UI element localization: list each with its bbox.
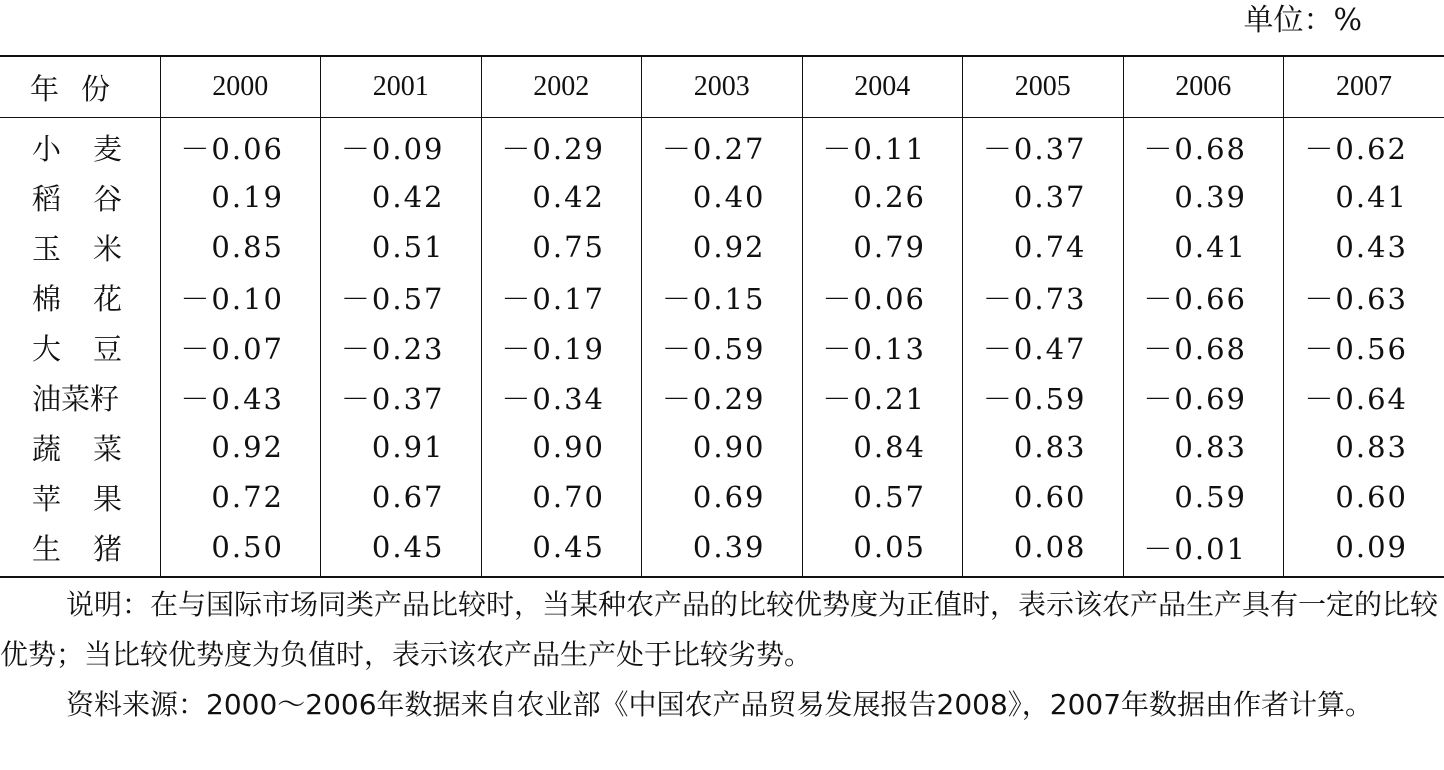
table-row	[0, 422, 1444, 472]
value-cell: －0.68	[1123, 118, 1284, 173]
value-cell: 0.40	[642, 172, 803, 222]
table-row	[0, 372, 1444, 422]
value-cell: 0.84	[802, 422, 963, 472]
value-cell: －0.21	[802, 372, 963, 422]
value-cell: 0.75	[481, 222, 642, 272]
year-header-cell: 2005	[963, 56, 1124, 118]
value-cell: 0.39	[642, 522, 803, 577]
value-cell: 0.79	[802, 222, 963, 272]
value-cell: －0.43	[160, 372, 321, 422]
value-cell: 0.51	[321, 222, 482, 272]
value-cell: －0.27	[642, 118, 803, 173]
value-cell: －0.15	[642, 272, 803, 322]
value-cell: 0.90	[642, 422, 803, 472]
value-cell: －0.23	[321, 322, 482, 372]
value-cell: －0.56	[1284, 322, 1444, 372]
value-cell: 0.60	[1284, 472, 1444, 522]
value-cell: －0.37	[321, 372, 482, 422]
value-cell: 0.42	[321, 172, 482, 222]
table-row	[0, 172, 1444, 222]
value-cell: －0.62	[1284, 118, 1444, 173]
value-cell: －0.68	[1123, 322, 1284, 372]
year-header-cell: 2007	[1284, 56, 1444, 118]
value-cell: －0.11	[802, 118, 963, 173]
row-label-cell: 苹果	[32, 481, 155, 516]
row-label-cell: 蔬菜	[32, 431, 155, 466]
value-cell: 0.92	[160, 422, 321, 472]
value-cell: 0.26	[802, 172, 963, 222]
value-cell: 0.42	[481, 172, 642, 222]
value-cell: 0.59	[1123, 472, 1284, 522]
value-cell: 0.05	[802, 522, 963, 577]
value-cell: －0.06	[802, 272, 963, 322]
value-cell: 0.67	[321, 472, 482, 522]
row-label-cell: 生猪	[0, 522, 160, 577]
value-cell: －0.07	[160, 322, 321, 372]
value-cell: 0.09	[1284, 522, 1444, 577]
row-label-cell: 棉花	[32, 281, 155, 316]
table-body	[0, 118, 1444, 578]
table-row	[0, 322, 1444, 372]
value-cell: 0.39	[1123, 172, 1284, 222]
table-row	[0, 222, 1444, 272]
row-label-cell: 小麦	[32, 131, 155, 166]
value-cell: －0.13	[802, 322, 963, 372]
source-note: 资料来源：2000～2006年数据来自农业部《中国农产品贸易发展报告2008》，2007年数据由作者计算。	[66, 688, 1374, 721]
value-cell: 0.85	[160, 222, 321, 272]
value-cell: 0.45	[321, 522, 482, 577]
value-cell: 0.72	[160, 472, 321, 522]
table-row	[0, 472, 1444, 522]
year-header-cell: 2000	[160, 56, 321, 118]
year-header-cell: 2003	[642, 56, 803, 118]
table-row	[0, 272, 1444, 322]
value-cell: －0.34	[481, 372, 642, 422]
value-cell: －0.47	[963, 322, 1124, 372]
value-cell: 0.92	[642, 222, 803, 272]
row-label-cell: 大豆	[32, 331, 155, 366]
header-label-cell: 年份	[0, 56, 160, 118]
value-cell: －0.57	[321, 272, 482, 322]
value-cell: －0.01	[1123, 522, 1284, 577]
value-cell: 0.41	[1123, 222, 1284, 272]
row-label-cell: 油菜籽	[32, 381, 120, 416]
value-cell: 0.60	[963, 472, 1124, 522]
year-header-cell: 2004	[802, 56, 963, 118]
value-cell: －0.10	[160, 272, 321, 322]
row-label-cell: 玉米	[32, 231, 155, 266]
value-cell: 0.70	[481, 472, 642, 522]
value-cell: 0.41	[1284, 172, 1444, 222]
value-cell: －0.17	[481, 272, 642, 322]
value-cell: －0.09	[321, 118, 482, 173]
value-cell: 0.83	[1284, 422, 1444, 472]
value-cell: －0.06	[160, 118, 321, 173]
value-cell: －0.63	[1284, 272, 1444, 322]
value-cell: －0.66	[1123, 272, 1284, 322]
value-cell: 0.19	[160, 172, 321, 222]
value-cell: 0.83	[1123, 422, 1284, 472]
value-cell: －0.59	[963, 372, 1124, 422]
value-cell: 0.83	[963, 422, 1124, 472]
value-cell: 0.91	[321, 422, 482, 472]
value-cell: 0.57	[802, 472, 963, 522]
table-row	[0, 118, 1444, 173]
table-header	[0, 56, 1444, 118]
value-cell: －0.73	[963, 272, 1124, 322]
value-cell: 0.37	[963, 172, 1124, 222]
value-cell: 0.69	[642, 472, 803, 522]
year-header-cell: 2001	[321, 56, 482, 118]
value-cell: 0.50	[160, 522, 321, 577]
value-cell: －0.59	[642, 322, 803, 372]
value-cell: 0.90	[481, 422, 642, 472]
explanation-note: 说明：在与国际市场同类产品比较时，当某种农产品的比较优势度为正值时，表示该农产品生产具有一定的比较优势；当比较优势度为负值时，表示该农产品生产处于比较劣势。	[0, 588, 1439, 671]
value-cell: 0.08	[963, 522, 1124, 577]
value-cell: 0.43	[1284, 222, 1444, 272]
header-row	[0, 56, 1444, 118]
value-cell: －0.37	[963, 118, 1124, 173]
value-cell: －0.29	[642, 372, 803, 422]
row-label-cell: 稻谷	[32, 181, 155, 216]
value-cell: －0.19	[481, 322, 642, 372]
table-row	[0, 522, 1444, 577]
year-header-cell: 2002	[481, 56, 642, 118]
value-cell: 0.74	[963, 222, 1124, 272]
value-cell: －0.69	[1123, 372, 1284, 422]
year-header-cell: 2006	[1123, 56, 1284, 118]
value-cell: 0.45	[481, 522, 642, 577]
unit-label: 单位：%	[1243, 3, 1362, 38]
comparative-advantage-table	[0, 55, 1444, 578]
value-cell: －0.64	[1284, 372, 1444, 422]
value-cell: －0.29	[481, 118, 642, 173]
